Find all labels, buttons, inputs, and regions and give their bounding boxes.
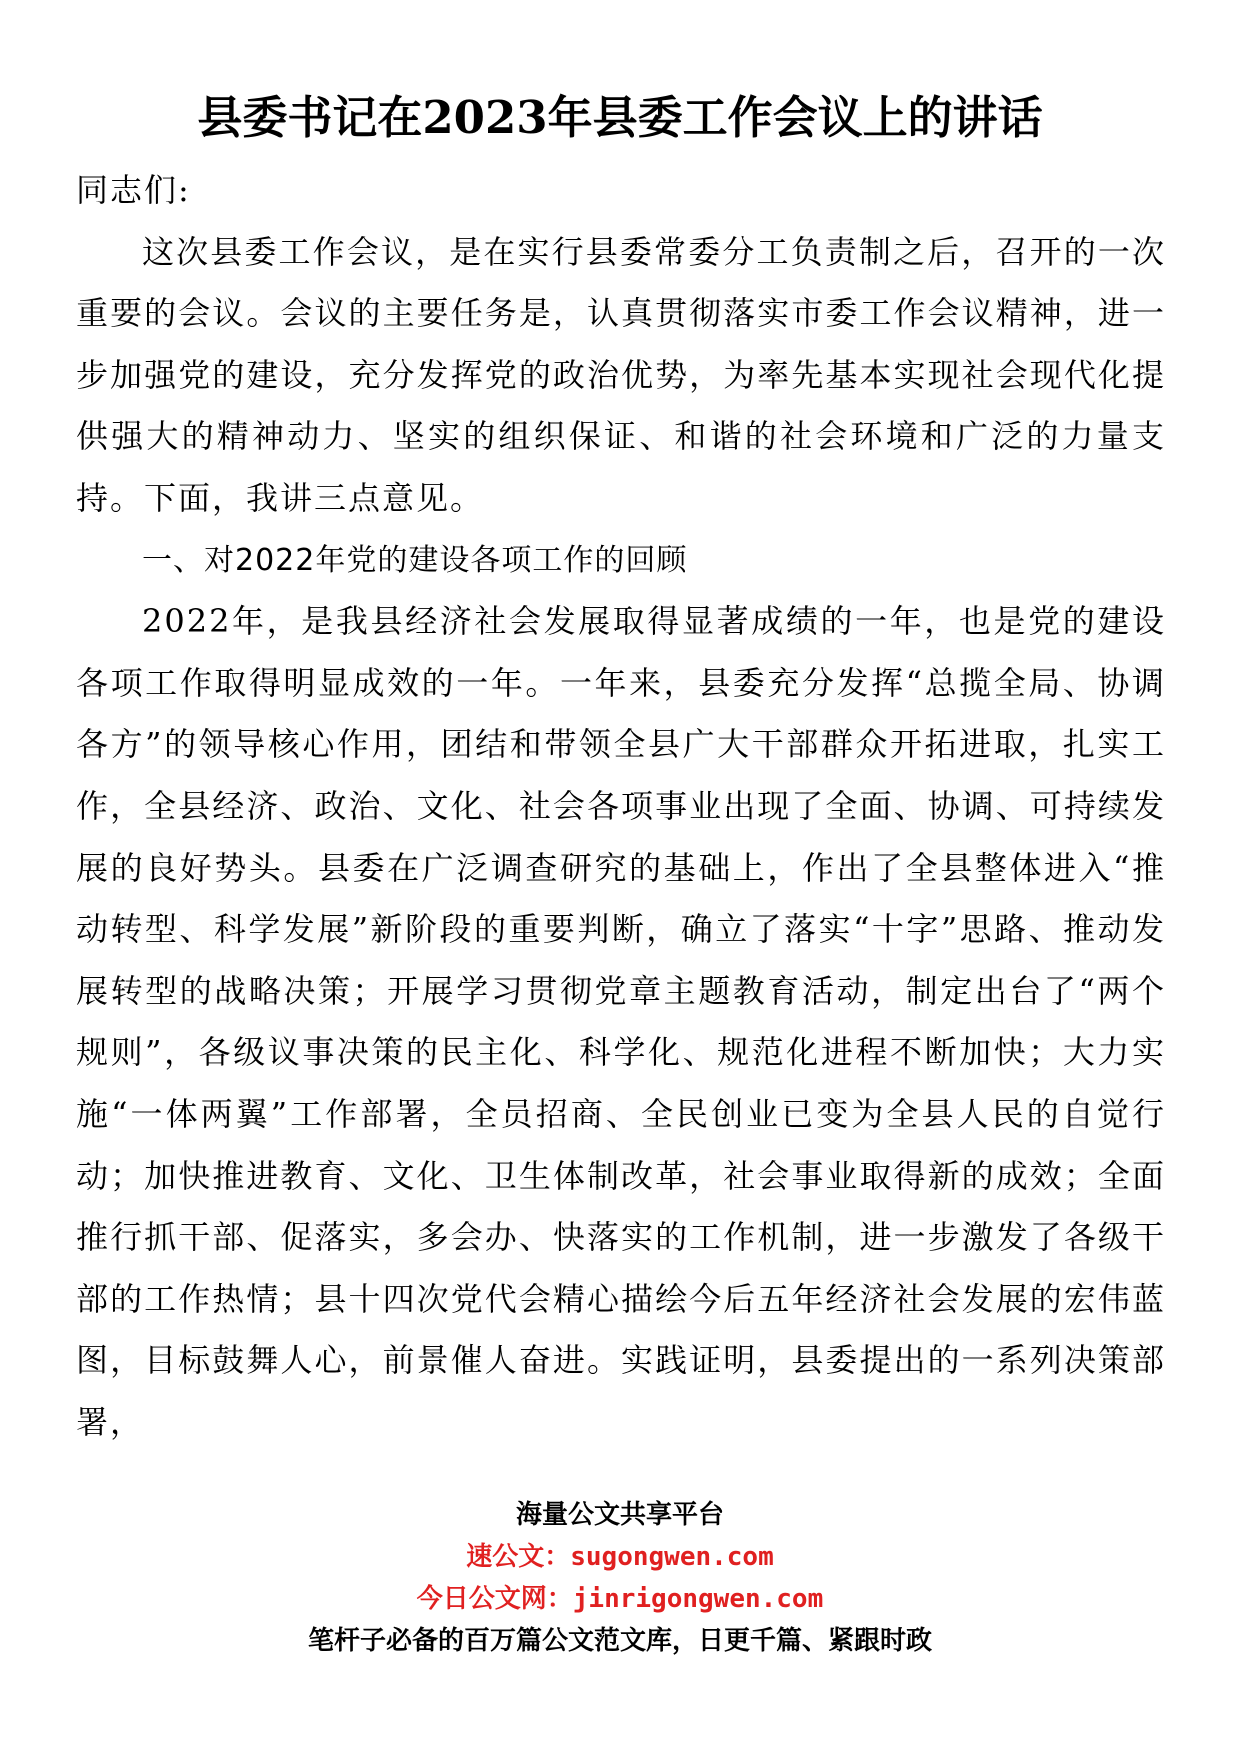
section-paragraph: 2022年，是我县经济社会发展取得显著成绩的一年，也是党的建设各项工作取得明显成效的一年。一年来，县委充分发挥“总揽全局、协调各方”的领导核心作用，团结和带领全县广大干部群众开拓进取，扎实工作，全县经济、政治、文化、社会各项事业出现了全面、协调、可持续发展的良好势头。县委在广泛调查研究的基础上，作出了全县整体进入“推动转型、科学发展”新阶段的重要判断，确立了落实“十字”思路、推动发展转型的战略决策；开展学习贯彻党章主题教育活动，制定出台了“两个规则”，各级议事决策的民主化、科学化、规范化进程不断加快；大力实施“一体两翼”工作部署，全员招商、全民创业已变为全县人民的自觉行动；加快推进教育、文化、卫生体制改革，社会事业取得新的成效；全面推行抓干部、促落实，多会办、快落实的工作机制，进一步激发了各级干部的工作热情；县十四次党代会精心描绘今后五年经济社会发展的宏伟蓝图，目标鼓舞人心，前景催人奋进。实践证明，县委提出的一系列决策部署， xyxy=(76,602,1166,1441)
footer-platform: 海量公文共享平台 xyxy=(515,1500,724,1530)
document-title: 县委书记在2023年县委工作会议上的讲话 xyxy=(197,91,1043,144)
document-body xyxy=(76,160,1166,1453)
footer-watermark xyxy=(0,1494,1240,1662)
footer-site1-url[interactable]: sugongwen.com xyxy=(570,1542,774,1572)
footer-site1 xyxy=(0,1536,1240,1578)
intro-paragraph: 这次县委工作会议，是在实行县委常委分工负责制之后，召开的一次重要的会议。会议的主要任务是，认真贯彻落实市委工作会议精神，进一步加强党的建设，充分发挥党的政治优势，为率先基本实现社会现代化提供强大的精神动力、坚实的组织保证、和谐的社会环境和广泛的力量支持。下面，我讲三点意见。 xyxy=(76,232,1166,517)
footer-site2-label: 今日公文网： xyxy=(416,1584,573,1614)
footer-slogan: 笔杆子必备的百万篇公文范文库，日更千篇、紧跟时政 xyxy=(307,1626,932,1656)
section-heading: 一、对2022年党的建设各项工作的回顾 xyxy=(142,542,688,578)
footer-site1-label: 速公文： xyxy=(466,1542,571,1572)
salutation: 同志们: xyxy=(76,171,191,209)
footer-site2 xyxy=(0,1578,1240,1620)
footer-site2-url[interactable]: jinrigongwen.com xyxy=(572,1584,824,1614)
